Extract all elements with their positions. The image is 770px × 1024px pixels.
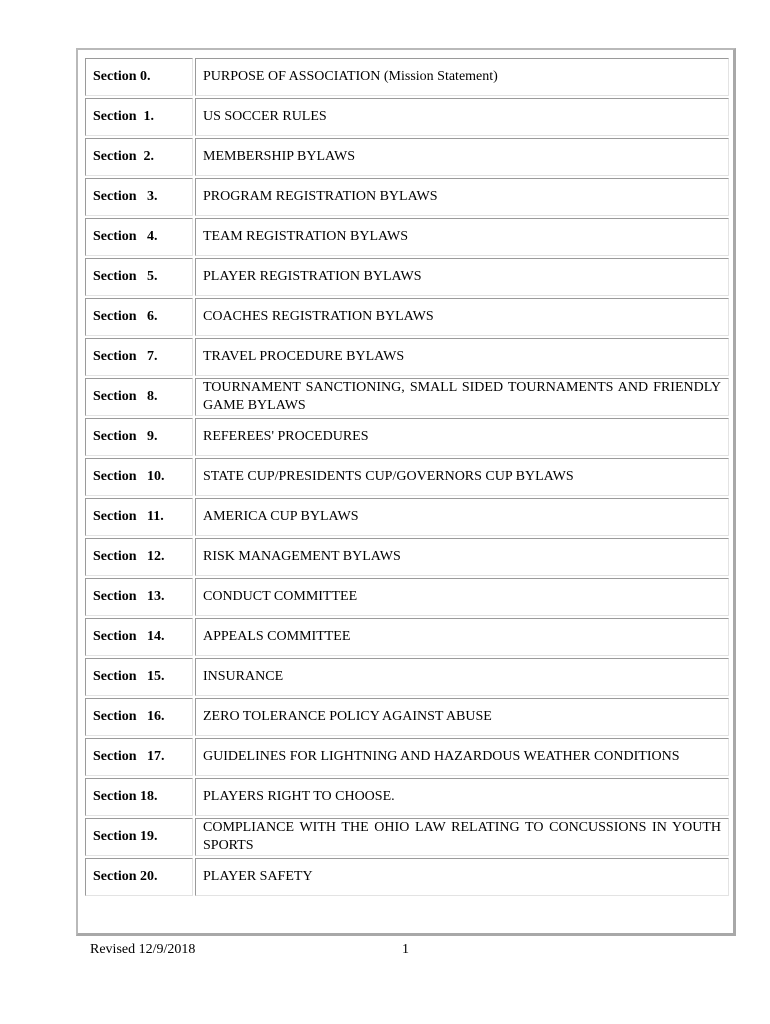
- table-row: [85, 538, 729, 576]
- sections-table: [83, 56, 731, 898]
- section-number: Section 11.: [85, 498, 193, 536]
- page-number: 1: [402, 942, 409, 957]
- section-number: Section 12.: [85, 538, 193, 576]
- section-title: INSURANCE: [195, 658, 729, 696]
- table-row: [85, 58, 729, 96]
- section-title: ZERO TOLERANCE POLICY AGAINST ABUSE: [195, 698, 729, 736]
- table-row: [85, 498, 729, 536]
- section-number: Section 17.: [85, 738, 193, 776]
- table-row: [85, 138, 729, 176]
- section-title: TEAM REGISTRATION BYLAWS: [195, 218, 729, 256]
- section-title: PLAYERS RIGHT TO CHOOSE.: [195, 778, 729, 816]
- section-number: Section 8.: [85, 378, 193, 416]
- section-number: Section 2.: [85, 138, 193, 176]
- section-title: PLAYER REGISTRATION BYLAWS: [195, 258, 729, 296]
- table-row: [85, 378, 729, 416]
- table-row: [85, 178, 729, 216]
- section-title: PURPOSE OF ASSOCIATION (Mission Statement): [195, 58, 729, 96]
- section-number: Section 18.: [85, 778, 193, 816]
- section-title: RISK MANAGEMENT BYLAWS: [195, 538, 729, 576]
- table-row: [85, 818, 729, 856]
- section-title: PROGRAM REGISTRATION BYLAWS: [195, 178, 729, 216]
- table-row: [85, 338, 729, 376]
- section-number: Section 5.: [85, 258, 193, 296]
- table-row: [85, 458, 729, 496]
- section-title: STATE CUP/PRESIDENTS CUP/GOVERNORS CUP BYLAWS: [195, 458, 729, 496]
- section-number: Section 9.: [85, 418, 193, 456]
- table-row: [85, 658, 729, 696]
- section-title: CONDUCT COMMITTEE: [195, 578, 729, 616]
- section-title: COACHES REGISTRATION BYLAWS: [195, 298, 729, 336]
- table-row: [85, 98, 729, 136]
- table-row: [85, 298, 729, 336]
- table-row: [85, 258, 729, 296]
- document-page: [76, 48, 736, 936]
- section-title: COMPLIANCE WITH THE OHIO LAW RELATING TO CONCUSSIONS IN YOUTH SPORTS: [195, 818, 729, 856]
- section-number: Section 4.: [85, 218, 193, 256]
- table-row: [85, 858, 729, 896]
- revision-date: Revised 12/9/2018: [90, 942, 196, 957]
- table-row: [85, 418, 729, 456]
- table-row: [85, 578, 729, 616]
- section-title: TRAVEL PROCEDURE BYLAWS: [195, 338, 729, 376]
- section-number: Section 6.: [85, 298, 193, 336]
- section-number: Section 15.: [85, 658, 193, 696]
- table-row: [85, 738, 729, 776]
- section-number: Section 14.: [85, 618, 193, 656]
- table-row: [85, 698, 729, 736]
- section-title: GUIDELINES FOR LIGHTNING AND HAZARDOUS WEATHER CONDITIONS: [195, 738, 729, 776]
- table-row: [85, 778, 729, 816]
- table-row: [85, 618, 729, 656]
- table-row: [85, 218, 729, 256]
- section-number: Section 3.: [85, 178, 193, 216]
- section-number: Section 13.: [85, 578, 193, 616]
- section-number: Section 10.: [85, 458, 193, 496]
- section-title: TOURNAMENT SANCTIONING, SMALL SIDED TOURNAMENTS AND FRIENDLY GAME BYLAWS: [195, 378, 729, 416]
- section-number: Section 20.: [85, 858, 193, 896]
- section-title: AMERICA CUP BYLAWS: [195, 498, 729, 536]
- section-title: APPEALS COMMITTEE: [195, 618, 729, 656]
- section-title: REFEREES' PROCEDURES: [195, 418, 729, 456]
- section-number: Section 0.: [85, 58, 193, 96]
- section-title: US SOCCER RULES: [195, 98, 729, 136]
- section-title: PLAYER SAFETY: [195, 858, 729, 896]
- section-number: Section 19.: [85, 818, 193, 856]
- section-number: Section 1.: [85, 98, 193, 136]
- section-title: MEMBERSHIP BYLAWS: [195, 138, 729, 176]
- section-number: Section 7.: [85, 338, 193, 376]
- section-number: Section 16.: [85, 698, 193, 736]
